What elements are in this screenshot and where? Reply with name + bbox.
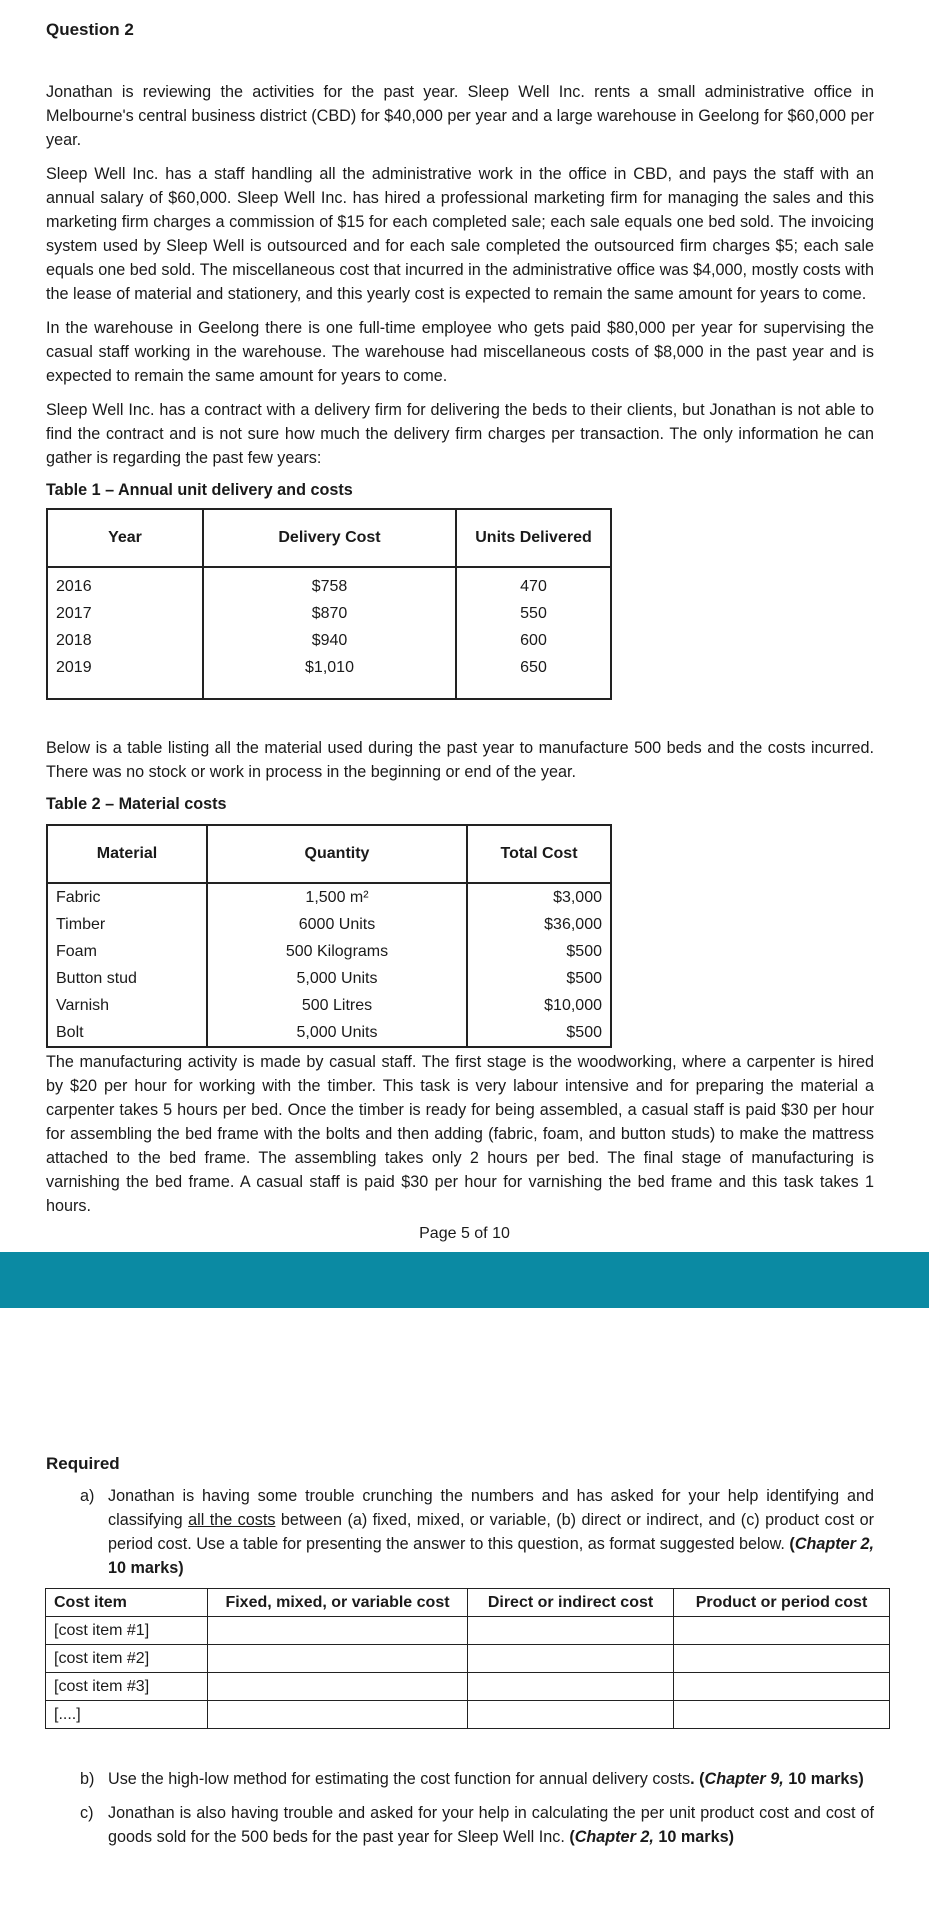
item-text: Jonathan is also having trouble and asked for your help in calculating the per unit product cost and cost of goods sold for the 500 beds for the past year for Sleep Well Inc. bbox=[108, 1804, 874, 1846]
cell-cost-item: [cost item #2] bbox=[46, 1645, 208, 1673]
table-row bbox=[47, 992, 611, 1019]
cell-delivery-cost: $940 bbox=[203, 627, 456, 654]
item-text: Use the high-low method for estimating the cost function for annual delivery costs bbox=[108, 1770, 691, 1788]
table-header-row bbox=[46, 1589, 890, 1617]
cell-material: Timber bbox=[47, 911, 207, 938]
cell-material: Varnish bbox=[47, 992, 207, 1019]
cell-material: Bolt bbox=[47, 1019, 207, 1047]
table-row bbox=[47, 883, 611, 911]
marks-ref: 10 marks) bbox=[783, 1770, 864, 1788]
cell-total-cost: $500 bbox=[566, 942, 602, 960]
col-header-year: Year bbox=[47, 509, 203, 567]
col-header-quantity: Quantity bbox=[207, 825, 467, 883]
page-6 bbox=[0, 1310, 929, 1920]
cell-delivery-cost: $1,010 bbox=[203, 654, 456, 681]
col-header-units-delivered: Units Delivered bbox=[456, 509, 611, 567]
cell-year: 2017 bbox=[47, 600, 203, 627]
chapter-ref: Chapter 2, bbox=[794, 1535, 874, 1553]
table-row bbox=[47, 938, 611, 965]
table-row bbox=[47, 627, 611, 654]
intro-paragraph: Jonathan is reviewing the activities for the past year. Sleep Well Inc. rents a small administrative office in Melbourne's central business district (CBD) for $40,000 per year and a large warehouse in Geelong for $60,000 per year. bbox=[46, 83, 874, 149]
cell-year: 2016 bbox=[47, 573, 203, 600]
item-letter: b) bbox=[80, 1770, 95, 1788]
item-letter: a) bbox=[80, 1487, 95, 1505]
table-row bbox=[47, 965, 611, 992]
table-row bbox=[47, 911, 611, 938]
cell-quantity: 500 Kilograms bbox=[207, 938, 467, 965]
col-header-total-cost: Total Cost bbox=[467, 825, 611, 883]
item-underlined-text: all the costs bbox=[188, 1511, 276, 1529]
cell-cost-item: [cost item #1] bbox=[46, 1617, 208, 1645]
cell-cost-item: [....] bbox=[46, 1701, 208, 1729]
chapter-ref: Chapter 9, bbox=[704, 1770, 784, 1788]
cell-total-cost: $500 bbox=[566, 969, 602, 987]
cell-total-cost: $3,000 bbox=[553, 888, 602, 906]
required-item-a: a) Jonathan is having some trouble crunching the numbers and has asked for your help identifying and classifying all the costs between (a) fixed, mixed, or variable, (b) direct or indirect, and (c) product cost or period cost. Use a table for presenting the answer to this question, as format suggested below. (Chapter 2, 10 marks) bbox=[46, 1484, 874, 1580]
item-text: Jonathan is having some trouble crunching the numbers and has asked for your help identifying and classifying bbox=[108, 1487, 874, 1529]
cell-units: 600 bbox=[520, 631, 547, 649]
table-row bbox=[47, 654, 611, 681]
cell-delivery-cost: $758 bbox=[203, 573, 456, 600]
cell-quantity: 5,000 Units bbox=[207, 965, 467, 992]
delivery-paragraph: Sleep Well Inc. has a contract with a delivery firm for delivering the beds to their clients, but Jonathan is not able to find the contract and is not sure how much the delivery firm charges per transaction. The only information he can gather is regarding the past few years: bbox=[46, 401, 874, 467]
cell-quantity: 500 Litres bbox=[207, 992, 467, 1019]
cell-year: 2018 bbox=[47, 627, 203, 654]
cell-material: Fabric bbox=[47, 883, 207, 911]
cell-units: 650 bbox=[520, 658, 547, 676]
table-row bbox=[46, 1645, 890, 1673]
cell-quantity: 6000 Units bbox=[207, 911, 467, 938]
cell-units: 470 bbox=[520, 577, 547, 595]
table-row bbox=[46, 1617, 890, 1645]
cell-year: 2019 bbox=[47, 654, 203, 681]
col-header-direct-indirect: Direct or indirect cost bbox=[468, 1589, 674, 1617]
table-row bbox=[47, 573, 611, 600]
question-title: Question 2 bbox=[46, 20, 134, 39]
required-title: Required bbox=[46, 1454, 120, 1473]
table-row bbox=[47, 600, 611, 627]
cell-units: 550 bbox=[520, 604, 547, 622]
table-row bbox=[47, 1019, 611, 1047]
col-header-material: Material bbox=[47, 825, 207, 883]
col-header-fixed-mixed-variable: Fixed, mixed, or variable cost bbox=[208, 1589, 468, 1617]
office-paragraph: Sleep Well Inc. has a staff handling all the administrative work in the office in CBD, and pays the staff with an annual salary of $60,000. Sleep Well Inc. has hired a professional marketing firm for managing the sales and this marketing firm charges a commission of $15 for each completed sale; each sale equals one bed sold. The invoicing system used by Sleep Well is outsourced and for each sale completed the outsourced firm charges $5; each sale equals one bed sold. The miscellaneous cost that incurred in the administrative office was $4,000, mostly costs with the lease of material and stationery, and this yearly cost is expected to remain the same amount for years to come. bbox=[46, 165, 874, 303]
table-header-row bbox=[47, 825, 611, 883]
material-table bbox=[46, 824, 612, 1048]
cell-cost-item: [cost item #3] bbox=[46, 1673, 208, 1701]
marks-ref: 10 marks) bbox=[653, 1828, 734, 1846]
table-row bbox=[46, 1701, 890, 1729]
cell-quantity: 1,500 m² bbox=[207, 883, 467, 911]
chapter-ref: Chapter 2, bbox=[574, 1828, 654, 1846]
col-header-cost-item: Cost item bbox=[46, 1589, 208, 1617]
cell-quantity: 5,000 Units bbox=[207, 1019, 467, 1047]
manufacturing-paragraph: The manufacturing activity is made by casual staff. The first stage is the woodworking, where a carpenter is hired by $20 per hour for working with the timber. This task is very labour intensive and for preparing the material a carpenter takes 5 hours per bed. Once the timber is ready for being assembled, a casual staff is paid $30 per hour for assembling the bed frame with the bolts and then adding (fabric, foam, and button studs) to make the mattress attached to the bed frame. The assembling takes only 2 hours per bed. The final stage of manufacturing is varnishing the bed frame. A casual staff is paid $30 per hour for varnishing the bed frame and this task takes 1 hours. bbox=[46, 1053, 874, 1215]
cell-total-cost: $36,000 bbox=[544, 915, 602, 933]
table2-caption: Table 2 – Material costs bbox=[46, 795, 227, 813]
question-content bbox=[46, 18, 874, 1218]
cell-material: Foam bbox=[47, 938, 207, 965]
required-content bbox=[46, 1452, 874, 1849]
table-row bbox=[46, 1673, 890, 1701]
item-text: between (a) fixed, mixed, or variable, (b) direct or indirect, and (c) product cost or period cost. Use a table for presenting the answer to this question, as format suggested below. bbox=[108, 1511, 875, 1553]
warehouse-paragraph: In the warehouse in Geelong there is one full-time employee who gets paid $80,000 per year for supervising the casual staff working in the warehouse. The warehouse had miscellaneous costs of $8,000 in the past year and is expected to remain the same amount for years to come. bbox=[46, 319, 874, 385]
cell-delivery-cost: $870 bbox=[203, 600, 456, 627]
delivery-table bbox=[46, 508, 612, 700]
marks-ref: 10 marks) bbox=[108, 1559, 184, 1577]
page-break-band bbox=[0, 1252, 929, 1308]
cell-material: Button stud bbox=[47, 965, 207, 992]
table1-caption: Table 1 – Annual unit delivery and costs bbox=[46, 481, 353, 499]
required-item-b: b) Use the high-low method for estimating the cost function for annual delivery costs. (Chapter 9, 10 marks) bbox=[46, 1767, 874, 1791]
col-header-delivery-cost: Delivery Cost bbox=[203, 509, 456, 567]
item-letter: c) bbox=[80, 1804, 94, 1822]
required-item-c: c) Jonathan is also having trouble and asked for your help in calculating the per unit product cost and cost of goods sold for the 500 beds for the past year for Sleep Well Inc. (Chapter 2, 10 marks) bbox=[46, 1801, 874, 1849]
cost-classification-template bbox=[45, 1588, 890, 1729]
page-number: Page 5 of 10 bbox=[419, 1225, 510, 1242]
cell-total-cost: $500 bbox=[566, 1023, 602, 1041]
table-header-row bbox=[47, 509, 611, 567]
material-intro: Below is a table listing all the material used during the past year to manufacture 500 beds and the costs incurred. There was no stock or work in process in the beginning or end of the year. bbox=[46, 739, 874, 781]
cell-total-cost: $10,000 bbox=[544, 996, 602, 1014]
col-header-product-period: Product or period cost bbox=[674, 1589, 890, 1617]
